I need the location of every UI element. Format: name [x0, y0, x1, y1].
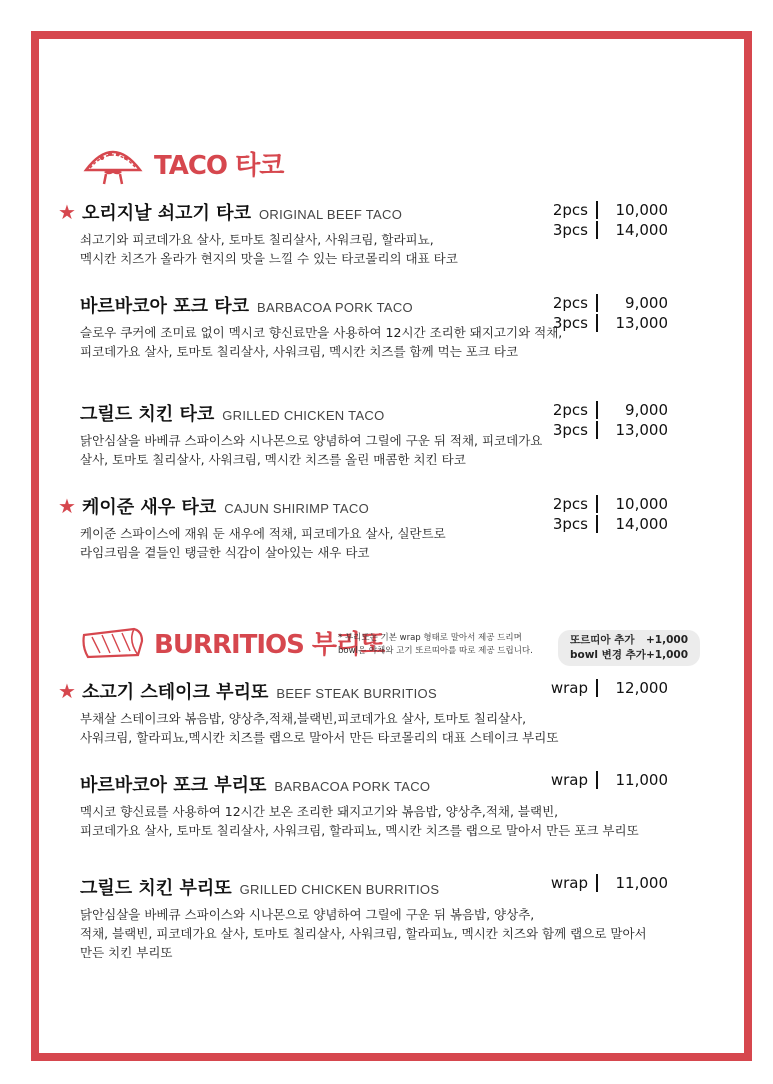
item-name-ko: 그릴드 치킨 부리또: [80, 878, 232, 899]
burrito-icon: [80, 625, 146, 661]
divider: [596, 495, 598, 513]
taco-mascot-icon: [80, 140, 146, 186]
price-value: 9,000: [625, 294, 668, 312]
star-icon: ★: [58, 494, 76, 518]
addon-price: +1,000: [645, 649, 688, 661]
addon-price-box: [558, 630, 700, 666]
item-name-ko: 오리지날 쇠고기 타코: [81, 203, 251, 224]
item-description: 멕시코 향신료를 사용하여 12시간 보온 조리한 돼지고기와 볶음밥, 양상추,적채, 블랙빈, 피코데가요 살사, 토마토 칠리살사, 사워크림, 할라피뇨, 멕시칸 치즈를 랩으로 말아서 만든 포크 부리또: [80, 804, 639, 838]
price-qty: 3pcs: [552, 221, 588, 239]
taco-section-title: TACO 타코: [154, 150, 284, 181]
price-value: 10,000: [615, 495, 668, 513]
menu-item-name: [58, 199, 402, 225]
item-name-ko: 바르바코아 포크 부리또: [80, 775, 267, 796]
divider: [596, 771, 598, 789]
addon-label: 또르띠아 추가: [570, 634, 635, 646]
price-value: 9,000: [625, 401, 668, 419]
price-qty: 3pcs: [552, 314, 588, 332]
item-name-en: BEEF STEAK BURRITIOS: [276, 686, 437, 701]
item-name-en: CAJUN SHIRIMP TACO: [224, 501, 369, 516]
addon-price: +1,000: [645, 634, 688, 646]
price-value: 14,000: [615, 221, 668, 239]
divider: [596, 401, 598, 419]
menu-item-name: [80, 400, 385, 426]
menu-item-name: [58, 678, 437, 704]
divider: [596, 421, 598, 439]
item-description: 쇠고기와 피코데가요 살사, 토마토 칠리살사, 사워크림, 할라피뇨, 멕시칸 치즈가 올라가 현지의 맛을 느낄 수 있는 타코몰리의 대표 타코: [80, 232, 458, 266]
price-qty: 3pcs: [552, 421, 588, 439]
item-name-en: BARBACOA PORK TACO: [274, 779, 431, 794]
item-name-en: GRILLED CHICKEN BURRITIOS: [239, 882, 440, 897]
price-qty: 3pcs: [552, 515, 588, 533]
item-name-ko: 케이준 새우 타코: [81, 497, 217, 518]
divider: [596, 314, 598, 332]
item-prices: [548, 678, 668, 698]
item-name-en: ORIGINAL BEEF TACO: [258, 207, 403, 222]
divider: [596, 874, 598, 892]
item-name-en: GRILLED CHICKEN TACO: [222, 408, 385, 423]
item-name-ko: 소고기 스테이크 부리또: [81, 682, 269, 703]
price-value: 13,000: [615, 421, 668, 439]
price-value: 12,000: [615, 679, 668, 697]
addon-label: bowl 변경 추가: [570, 649, 646, 661]
item-description: 케이준 스파이스에 재워 둔 새우에 적채, 피코데가요 살사, 실란트로 라임크림을 곁들인 탱글한 식감이 살아있는 새우 타코: [80, 526, 446, 560]
item-description: 슬로우 쿠커에 조미료 없이 멕시코 향신료만을 사용하여 12시간 조리한 돼지고기와 적채, 피코데가요 살사, 토마토 칠리살사, 사워크림, 멕시칸 치즈를 함께 먹는 포크 타코: [80, 325, 563, 359]
item-prices: [548, 400, 668, 440]
price-qty: 2pcs: [552, 495, 588, 513]
taco-section-header: [80, 140, 283, 186]
item-description: 닭안심살을 바베큐 스파이스와 시나몬으로 양념하여 그릴에 구운 뒤 볶음밥, 양상추, 적채, 블랙빈, 피코데가요 살사, 토마토 칠리살사, 사워크림, 할라피뇨, 멕시칸 치즈와 함께 랩으로 말아서 만든 치킨 부리또: [80, 907, 647, 960]
item-prices: [548, 494, 668, 534]
item-prices: [548, 873, 668, 893]
price-qty: wrap: [550, 771, 588, 789]
item-prices: [548, 293, 668, 333]
price-qty: 2pcs: [552, 201, 588, 219]
item-name-ko: 그릴드 치킨 타코: [80, 404, 215, 425]
item-prices: [548, 200, 668, 240]
item-prices: [548, 770, 668, 790]
star-icon: ★: [58, 200, 76, 224]
price-value: 11,000: [615, 874, 668, 892]
item-description: 부채살 스테이크와 볶음밥, 양상추,적채,블랙빈,피코데가요 살사, 토마토 칠리살사, 사워크림, 할라피뇨,멕시칸 치즈를 랩으로 말아서 만든 타코몰리의 대표 스테이크 부리또: [80, 711, 559, 745]
price-qty: 2pcs: [552, 401, 588, 419]
divider: [596, 294, 598, 312]
price-value: 10,000: [615, 201, 668, 219]
menu-item-name: [80, 771, 430, 797]
price-qty: wrap: [550, 874, 588, 892]
burrito-section-title: BURRITIOS 부리또: [154, 630, 385, 660]
divider: [596, 221, 598, 239]
item-name-en: BARBACOA PORK TACO: [257, 300, 413, 315]
divider: [596, 201, 598, 219]
burrito-note: * 부리또는 기본 wrap 형태로 말아서 제공 드리며 bowl은 야채와 고기 또르띠아를 따로 제공 드립니다.: [338, 633, 533, 656]
divider: [596, 515, 598, 533]
menu-item-name: [80, 292, 413, 318]
menu-item-name: [80, 874, 439, 900]
price-qty: wrap: [550, 679, 588, 697]
price-value: 14,000: [615, 515, 668, 533]
price-value: 13,000: [615, 314, 668, 332]
item-name-ko: 바르바코아 포크 타코: [80, 296, 250, 317]
menu-item-name: [58, 493, 369, 519]
divider: [596, 679, 598, 697]
price-value: 11,000: [615, 771, 668, 789]
price-qty: 2pcs: [552, 294, 588, 312]
star-icon: ★: [58, 679, 76, 703]
item-description: 닭안심살을 바베큐 스파이스와 시나몬으로 양념하여 그릴에 구운 뒤 적채, 피코데가요 살사, 토마토 칠리살사, 사워크림, 멕시칸 치즈를 올린 매콤한 치킨 타코: [80, 433, 543, 467]
